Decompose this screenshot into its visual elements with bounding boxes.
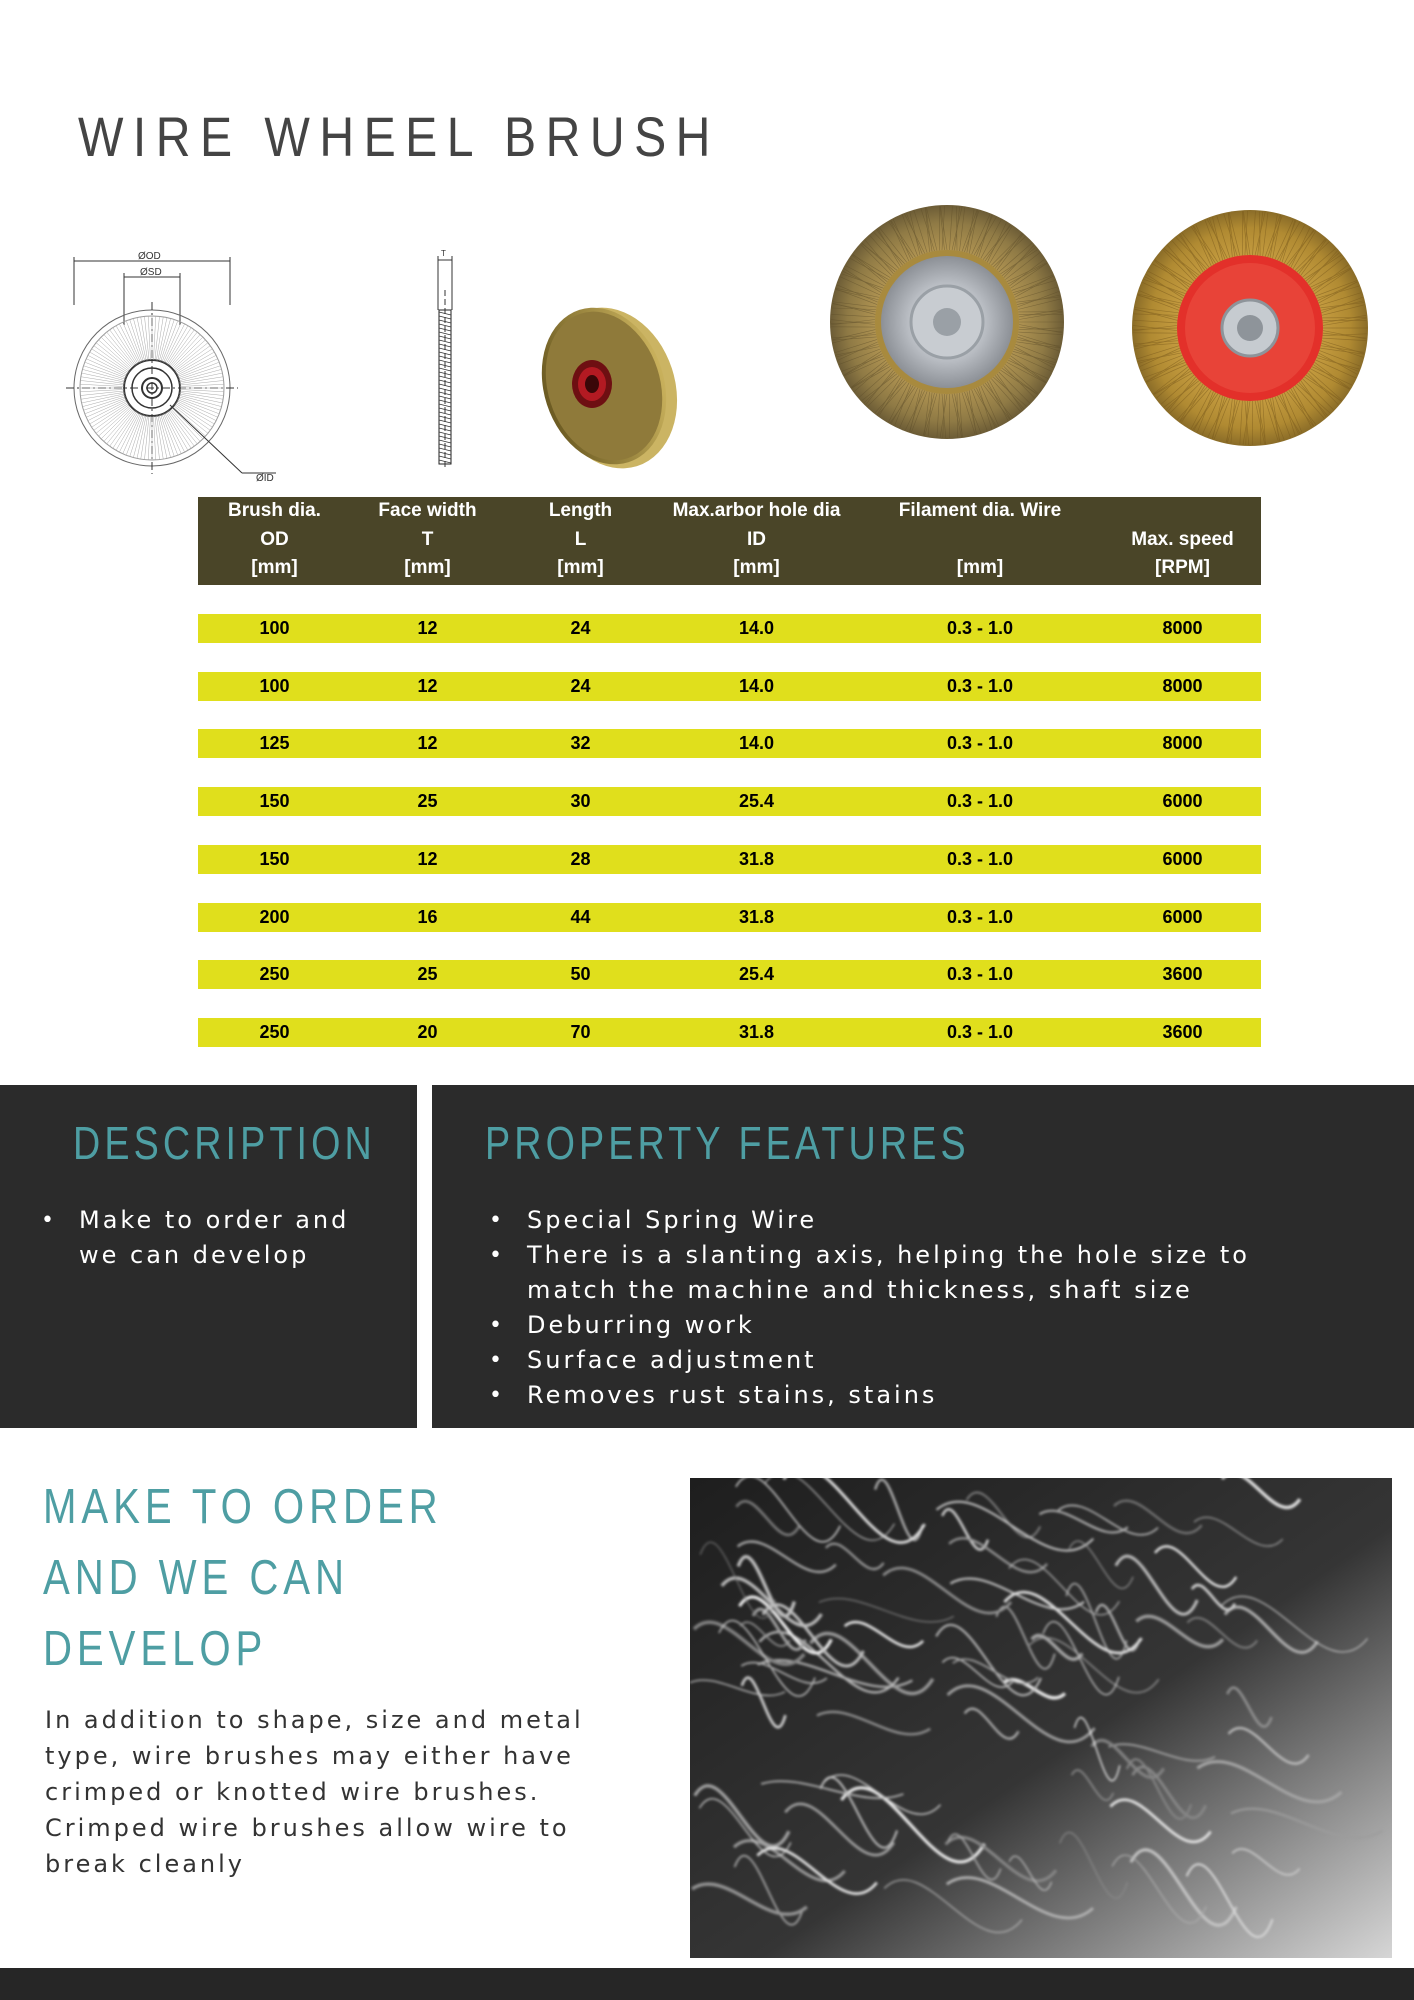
header-cell	[1104, 497, 1261, 585]
order-title-line: MAKE TO ORDER	[43, 1480, 443, 1534]
table-cell: 100	[259, 617, 290, 638]
list-item-text: Make to order and we can develop	[79, 1206, 350, 1269]
brass-wheel-photo-silver	[828, 203, 1066, 441]
brass-wheel-photo-red	[1131, 207, 1369, 449]
list-item-text: Special Spring Wire	[527, 1206, 818, 1234]
list-item	[489, 1378, 1327, 1413]
header-line: Max.arbor hole dia	[672, 500, 841, 521]
list-item-text: Removes rust stains, stains	[527, 1381, 938, 1409]
table-cell: 20	[417, 1022, 438, 1042]
bullet-icon: •	[489, 1208, 505, 1233]
t-label: T	[441, 250, 446, 258]
header-cell	[657, 497, 856, 585]
bullet-icon: •	[489, 1348, 505, 1373]
table-cell: 31.8	[738, 1022, 775, 1042]
bullet-icon: •	[489, 1383, 505, 1408]
table-cell: 100	[259, 675, 290, 696]
spec-table	[198, 497, 1261, 1047]
list-item	[489, 1238, 1327, 1308]
table-cell: 25	[417, 791, 438, 811]
list-item	[489, 1308, 1327, 1343]
table-cell: 70	[570, 1022, 591, 1042]
table-row	[198, 960, 1261, 989]
table-cell: 250	[259, 1022, 290, 1042]
header-line: OD	[260, 528, 289, 550]
table-cell: 0.3 - 1.0	[946, 733, 1014, 754]
bullet-icon: •	[489, 1243, 505, 1268]
table-cell: 14.0	[738, 733, 775, 754]
brush-front-drawing	[60, 245, 290, 485]
features-list	[489, 1203, 1327, 1413]
table-body	[198, 614, 1261, 1047]
table-cell: 150	[259, 848, 290, 869]
table-cell: 8000	[1162, 617, 1203, 638]
table-cell: 44	[570, 906, 591, 927]
header-line: Length	[548, 500, 613, 521]
header-line	[1104, 497, 1261, 526]
table-cell: 0.3 - 1.0	[946, 1022, 1014, 1042]
list-item-text: There is a slanting axis, helping the hole size to match the machine and thickness, shaft size	[527, 1241, 1250, 1304]
header-cell	[198, 497, 351, 585]
header-cell	[504, 497, 657, 585]
table-cell: 200	[259, 906, 290, 927]
header-line: [mm]	[557, 557, 604, 578]
table-cell: 0.3 - 1.0	[946, 906, 1014, 927]
header-line: Face width	[378, 500, 477, 521]
wire-closeup-photo	[690, 1478, 1392, 1958]
table-cell: 6000	[1162, 906, 1203, 927]
bullet-icon: •	[41, 1208, 57, 1233]
header-cell	[856, 497, 1104, 585]
table-cell: 12	[417, 848, 438, 869]
table-cell: 24	[570, 617, 591, 638]
table-cell: 125	[259, 733, 290, 754]
features-panel	[432, 1085, 1414, 1428]
table-cell: 50	[570, 964, 591, 985]
header-line	[856, 526, 1104, 555]
table-cell: 0.3 - 1.0	[946, 675, 1014, 696]
header-line: Filament dia. Wire	[898, 500, 1062, 521]
table-cell: 31.8	[738, 906, 775, 927]
table-row	[198, 787, 1261, 816]
description-panel	[0, 1085, 417, 1428]
brush-3d-render	[530, 298, 680, 473]
table-row	[198, 672, 1261, 701]
table-cell: 6000	[1162, 848, 1203, 869]
table-cell: 16	[417, 906, 438, 927]
id-label: ØID	[256, 473, 274, 484]
table-cell: 28	[570, 848, 591, 869]
header-line: [mm]	[733, 557, 780, 578]
table-cell: 3600	[1162, 964, 1203, 985]
table-cell: 150	[259, 791, 290, 811]
table-cell: 14.0	[738, 675, 775, 696]
table-cell: 12	[417, 733, 438, 754]
table-cell: 14.0	[738, 617, 775, 638]
header-line: Brush dia.	[228, 500, 321, 521]
table-cell: 12	[417, 617, 438, 638]
table-cell: 12	[417, 675, 438, 696]
page-title: WIRE WHEEL BRUSH	[78, 105, 720, 168]
header-line: [RPM]	[1155, 557, 1210, 578]
footer-bar	[0, 1968, 1414, 2000]
table-cell: 25.4	[738, 791, 775, 811]
brush-side-drawing	[425, 250, 465, 470]
table-row	[198, 729, 1261, 758]
header-line: Max. speed	[1131, 528, 1234, 550]
table-row	[198, 1018, 1261, 1047]
list-item-text: Deburring work	[527, 1311, 755, 1339]
table-cell: 0.3 - 1.0	[946, 964, 1014, 985]
list-item-text: Surface adjustment	[527, 1346, 817, 1374]
table-cell: 0.3 - 1.0	[946, 848, 1014, 869]
list-item	[489, 1203, 1327, 1238]
features-title: PROPERTY FEATURES	[485, 1117, 970, 1169]
description-list	[41, 1203, 399, 1273]
bullet-icon: •	[489, 1313, 505, 1338]
order-title-line: DEVELOP	[43, 1622, 268, 1676]
table-row	[198, 614, 1261, 643]
header-line: [mm]	[404, 557, 451, 578]
header-cell	[351, 497, 504, 585]
header-line: ID	[747, 528, 766, 550]
table-row	[198, 903, 1261, 932]
table-cell: 30	[570, 791, 591, 811]
table-cell: 24	[570, 675, 591, 696]
table-cell: 25.4	[738, 964, 775, 985]
header-line: [mm]	[251, 557, 298, 578]
description-title: DESCRIPTION	[73, 1117, 376, 1169]
table-row	[198, 845, 1261, 874]
table-cell: 250	[259, 964, 290, 985]
table-cell: 3600	[1162, 1022, 1203, 1042]
table-cell: 8000	[1162, 733, 1203, 754]
table-cell: 0.3 - 1.0	[946, 617, 1014, 638]
sd-label: ØSD	[140, 267, 162, 278]
list-item	[41, 1203, 399, 1273]
header-line: L	[574, 528, 587, 550]
table-header	[198, 497, 1261, 585]
table-cell: 25	[417, 964, 438, 985]
table-cell: 6000	[1162, 791, 1203, 811]
order-title	[43, 1472, 502, 1685]
order-title-line: AND WE CAN	[43, 1551, 349, 1605]
order-text: In addition to shape, size and metal type, wire brushes may either have crimped or knotted wire brushes. Crimped wire brushes allow wire to break cleanly	[45, 1706, 584, 1878]
table-cell: 32	[570, 733, 591, 754]
header-line: T	[421, 528, 434, 550]
list-item	[489, 1343, 1327, 1378]
table-cell: 8000	[1162, 675, 1203, 696]
table-cell: 31.8	[738, 848, 775, 869]
od-label: ØOD	[138, 251, 161, 262]
table-cell: 0.3 - 1.0	[946, 791, 1014, 811]
header-line: [mm]	[956, 557, 1004, 578]
